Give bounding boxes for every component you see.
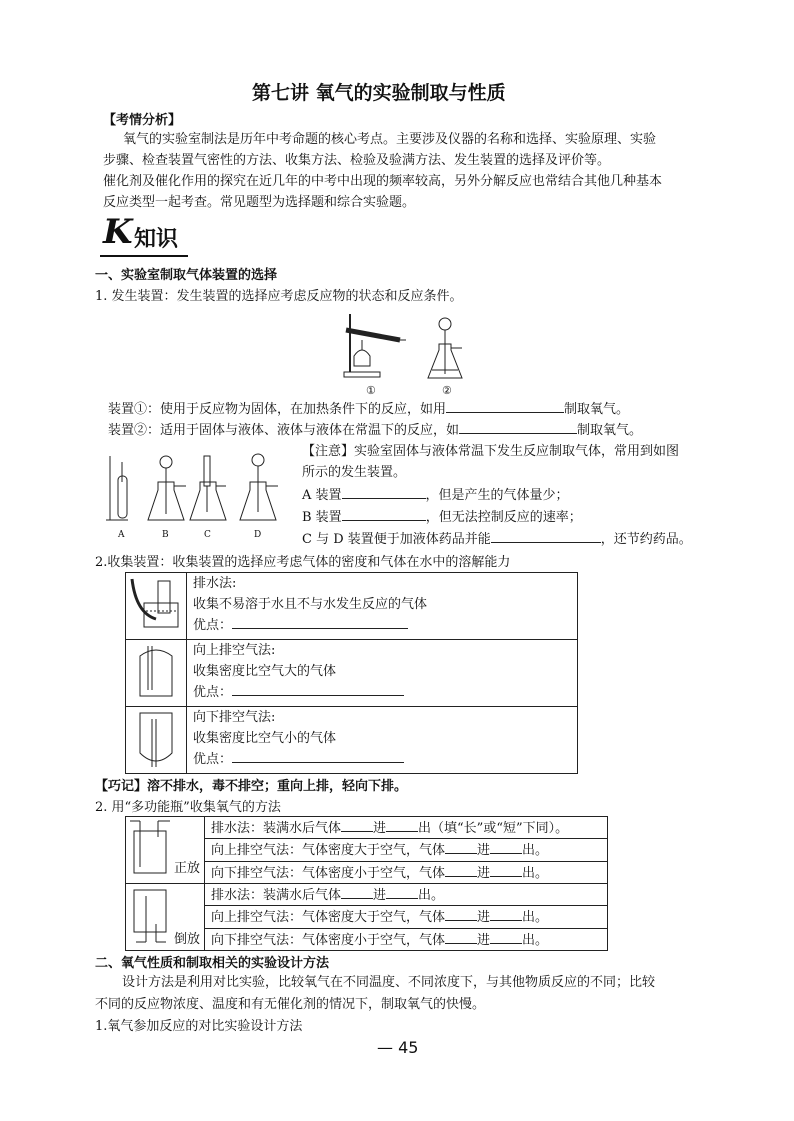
- upright-figure-cell: [126, 817, 205, 884]
- collection-desc: 收集不易溶于水且不与水发生反应的气体: [193, 597, 428, 612]
- collection-methods-table: [125, 572, 578, 774]
- note-a-text-b: ，但是产生的气体量少；: [425, 488, 569, 503]
- note-b-text: B 装置: [302, 510, 342, 525]
- fig-label-1: ①: [366, 384, 376, 397]
- knowledge-title: 知识: [134, 227, 179, 252]
- advantage-blank[interactable]: [232, 616, 408, 629]
- bottle-in: 进: [373, 888, 387, 903]
- inverted-figure-cell: [126, 884, 205, 951]
- bottle-cell: [205, 928, 608, 950]
- fig-label-2: ②: [442, 384, 452, 397]
- collection-name: 向下排空气法:: [193, 710, 276, 725]
- device1-blank[interactable]: [446, 400, 564, 413]
- bottle-cell: [205, 884, 608, 906]
- bottle-text: 排水法：装满水后气体: [211, 888, 342, 903]
- bottle-text: 向上排空气法：气体密度大于空气，气体: [211, 910, 446, 926]
- collection-advantage: [193, 682, 571, 703]
- section1-heading: 一、实验室制取气体装置的选择: [95, 268, 278, 283]
- water-displacement-icon: [126, 573, 186, 635]
- collection-text-cell: [187, 573, 578, 640]
- collection-text-cell: [187, 707, 578, 774]
- knowledge-underline: [100, 254, 190, 260]
- bottle-out: 出。: [418, 888, 445, 903]
- analysis-line-3: 催化剂及催化作用的探究在近几年的中考中出现的频率较高，另外分解反应也常结合其他几种基本: [103, 174, 663, 189]
- bottle-blank[interactable]: [386, 819, 418, 832]
- abcd-label-c: C: [204, 530, 211, 540]
- collection-text-cell: [187, 640, 578, 707]
- collection-name: 排水法:: [193, 576, 237, 591]
- bottle-in: 进: [373, 821, 387, 836]
- bottle-text: 向下排空气法：气体密度小于空气，气体: [211, 932, 446, 948]
- note-a-text: A 装置: [302, 488, 342, 503]
- page-title: 第七讲 氧气的实验制取与性质: [252, 82, 506, 104]
- bottle-blank[interactable]: [386, 886, 418, 899]
- section2-para-1: 设计方法是利用对比实验，比较氧气在不同温度、不同浓度下，与其他物质反应的不同；比较: [122, 975, 656, 990]
- bottle-cell: [205, 861, 608, 883]
- bottle-out: 出。: [522, 865, 549, 881]
- analysis-line-4: 反应类型一起考查。常见题型为选择题和综合实验题。: [103, 195, 416, 210]
- advantage-blank[interactable]: [232, 750, 404, 763]
- collection-figure-cell: [126, 707, 187, 774]
- section1-item2: 2.收集装置：收集装置的选择应考虑气体的密度和气体在水中的溶解能力: [95, 555, 511, 570]
- analysis-line-2: 步骤、检查装置气密性的方法、收集方法、检验及验满方法、发生装置的选择及评价等。: [103, 153, 611, 168]
- note-a-blank[interactable]: [342, 486, 426, 499]
- bottle-blank[interactable]: [341, 819, 373, 832]
- knowledge-k-mark: K: [103, 212, 133, 252]
- collection-desc: 收集密度比空气大的气体: [193, 664, 337, 679]
- bottle-blank[interactable]: [445, 931, 477, 944]
- analysis-header: 【考情分析】: [103, 113, 182, 128]
- bottle-text: 向下排空气法：气体密度小于空气，气体: [211, 865, 446, 881]
- bottle-in: 进: [477, 865, 491, 881]
- bottle-blank[interactable]: [490, 841, 522, 854]
- note-cd-text: C 与 D 装置便于加液体药品并能: [302, 532, 491, 547]
- bottle-blank[interactable]: [490, 864, 522, 877]
- device2-blank[interactable]: [459, 421, 577, 434]
- memory-tip: 【巧记】溶不排水，毒不排空；重向上排，轻向下排。: [95, 779, 408, 794]
- downward-air-icon: [126, 707, 186, 769]
- bottle-row: [126, 884, 608, 906]
- bottle-blank[interactable]: [445, 908, 477, 921]
- device1-text-b: 制取氧气。: [564, 402, 630, 417]
- multi-bottle-table: [125, 816, 608, 951]
- device2-text-b: 制取氧气。: [577, 423, 643, 438]
- bottle-row: [126, 817, 608, 839]
- bottle-blank[interactable]: [490, 931, 522, 944]
- note-line-2: 所示的发生装置。: [302, 465, 407, 480]
- bottle-blank[interactable]: [341, 886, 373, 899]
- bottle-out: 出（填“长”或“短”下同）。: [418, 821, 569, 836]
- analysis-line-1: 氧气的实验室制法是历年中考命题的核心考点。主要涉及仪器的名称和选择、实验原理、实验: [123, 132, 657, 147]
- section1-item3: 2. 用“多功能瓶”收集氧气的方法: [95, 800, 281, 815]
- note-line-1: 【注意】实验室固体与液体常温下发生反应制取气体，常用到如图: [302, 444, 680, 459]
- note-cd-blank[interactable]: [491, 530, 601, 543]
- bottle-out: 出。: [522, 932, 549, 948]
- bottle-out: 出。: [522, 843, 549, 859]
- bottle-text: 向上排空气法：气体密度大于空气，气体: [211, 843, 446, 859]
- inverted-label: 倒放: [174, 932, 201, 947]
- device2-text-a: 装置②：适用于固体与液体、液体与液体在常温下的反应，如: [108, 423, 460, 438]
- collection-advantage: [193, 749, 571, 770]
- device1-line: [108, 399, 629, 420]
- collection-desc: 收集密度比空气小的气体: [193, 731, 337, 746]
- note-b-line: [302, 507, 582, 528]
- bottle-in: 进: [477, 932, 491, 948]
- bottle-cell: [205, 817, 608, 839]
- collection-name: 向上排空气法:: [193, 643, 276, 658]
- abcd-label-d: D: [254, 530, 262, 540]
- bottle-blank[interactable]: [445, 864, 477, 877]
- advantage-label: 优点：: [193, 752, 233, 767]
- upward-air-icon: [126, 640, 186, 702]
- collection-figure-cell: [126, 573, 187, 640]
- note-cd-text-b: ，还节约药品。: [600, 532, 692, 547]
- abcd-label-a: A: [118, 530, 125, 540]
- bottle-text: 排水法：装满水后气体: [211, 821, 342, 836]
- bottle-blank[interactable]: [490, 908, 522, 921]
- device1-text-a: 装置①：使用于反应物为固体，在加热条件下的反应，如用: [108, 402, 447, 417]
- advantage-label: 优点：: [193, 685, 233, 700]
- section2-para-2: 不同的反应物浓度、温度和有无催化剂的情况下，制取氧气的快慢。: [95, 997, 486, 1012]
- collection-figure-cell: [126, 640, 187, 707]
- upright-label: 正放: [174, 861, 201, 876]
- note-b-text-b: ，但无法控制反应的速率；: [425, 510, 582, 525]
- advantage-label: 优点：: [193, 618, 233, 633]
- heating-apparatus-figure: [340, 310, 410, 390]
- note-cd-line: [302, 529, 692, 550]
- section2-heading: 二、氧气性质和制取相关的实验设计方法: [95, 956, 330, 971]
- flask-apparatus-figure: [424, 314, 470, 386]
- device2-line: [108, 420, 642, 441]
- collection-row: [126, 573, 578, 640]
- advantage-blank[interactable]: [232, 683, 404, 696]
- bottle-in: 进: [477, 910, 491, 926]
- bottle-cell: [205, 906, 608, 928]
- collection-row: [126, 640, 578, 707]
- abcd-label-b: B: [162, 530, 169, 540]
- section2-item1: 1.氧气参加反应的对比实验设计方法: [95, 1019, 303, 1034]
- bottle-blank[interactable]: [445, 841, 477, 854]
- abcd-apparatus-figure: [98, 452, 294, 532]
- bottle-out: 出。: [522, 910, 549, 926]
- page-number: — 45: [377, 1038, 419, 1057]
- collection-row: [126, 707, 578, 774]
- bottle-in: 进: [477, 843, 491, 859]
- note-b-blank[interactable]: [342, 508, 426, 521]
- section1-item1: 1. 发生装置：发生装置的选择应考虑反应物的状态和反应条件。: [95, 289, 463, 304]
- collection-advantage: [193, 615, 571, 636]
- bottle-cell: [205, 839, 608, 861]
- note-a-line: [302, 485, 569, 506]
